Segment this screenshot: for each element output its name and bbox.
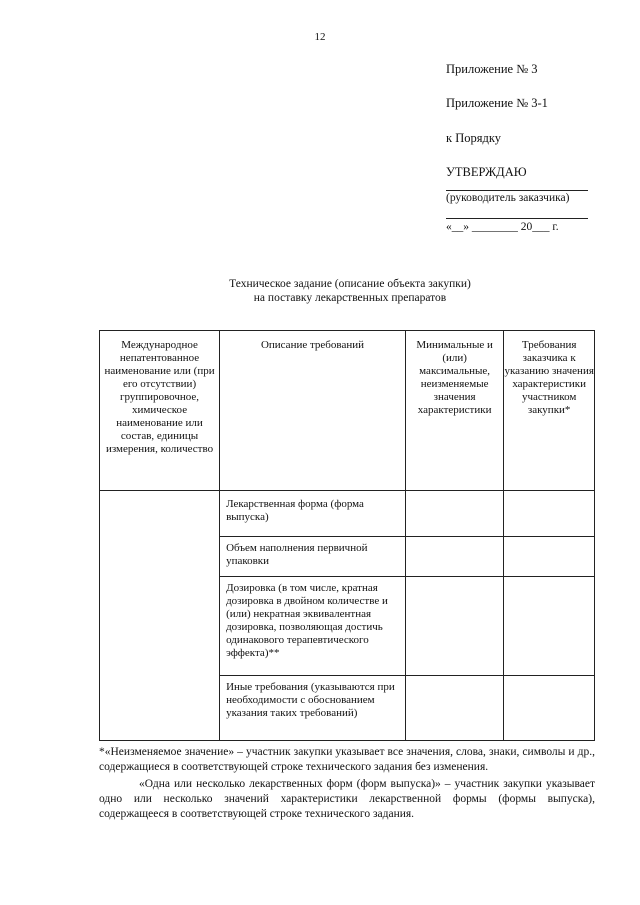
approval-heading: УТВЕРЖДАЮ [446,165,527,179]
table-cell-empty [405,491,503,537]
table-cell-empty [504,491,595,537]
signer-caption: (руководитель заказчика) [446,192,570,204]
footnote-unchangeable-value: *«Неизменяемое значение» – участник закупки указывает все значения, слова, знаки, символы и др., содержащиеся в соответствующей строке технического задания без изменения. [99,746,595,773]
appendix-reference: к Порядку [446,131,501,145]
table-header-description: Описание требований [220,331,406,491]
table-header-requirements: Требования заказчика к указанию значения характеристики участником закупки* [504,331,595,491]
specification-table [99,330,595,741]
table-header-inn: Международное непатентованное наименование или (при его отсутствии) группировочное, химическое наименование или состав, единицы измерения, количество [100,331,220,491]
footnotes [99,745,595,822]
signature-line [446,190,588,191]
document-title-line1: Техническое задание (описание объекта закупки) [229,278,471,290]
table-cell-requirement: Лекарственная форма (форма выпуска) [220,491,406,537]
appendix-title: Приложение № 3 [446,62,538,76]
table-cell-empty [504,577,595,676]
table-cell-empty [504,537,595,577]
table-cell-requirement: Дозировка (в том числе, кратная дозировка в двойном количестве и (или) некратная эквивалентная дозировка, позволяющая достичь одинакового терапевтического эффекта)** [220,577,406,676]
appendix-subtitle: Приложение № 3-1 [446,96,548,110]
table-cell-empty [405,537,503,577]
document-title-line2: на поставку лекарственных препаратов [253,292,447,304]
table-row [100,491,595,537]
document-title [0,277,640,305]
table-header-values: Минимальные и (или) максимальные, неизменяемые значения характеристики [405,331,503,491]
table-cell-empty [504,676,595,741]
table-cell-empty [405,676,503,741]
footnote-dosage-forms: «Одна или несколько лекарственных форм (форм выпуска)» – участник закупки указывает одно или несколько значений характеристики лекарственной формы (формы выпуска), содержащееся в соответствующей строке технического задания. [99,778,595,820]
signature-line-date [446,218,588,219]
table-cell-requirement: Иные требования (указываются при необходимости с обоснованием указания таких требований) [220,676,406,741]
table-cell-empty [405,577,503,676]
date-line: «__» ________ 20___ г. [446,221,559,233]
table-cell-inn-empty [100,491,220,741]
page-number: 12 [314,31,326,43]
table-header-row [100,331,595,491]
table-cell-requirement: Объем наполнения первичной упаковки [220,537,406,577]
